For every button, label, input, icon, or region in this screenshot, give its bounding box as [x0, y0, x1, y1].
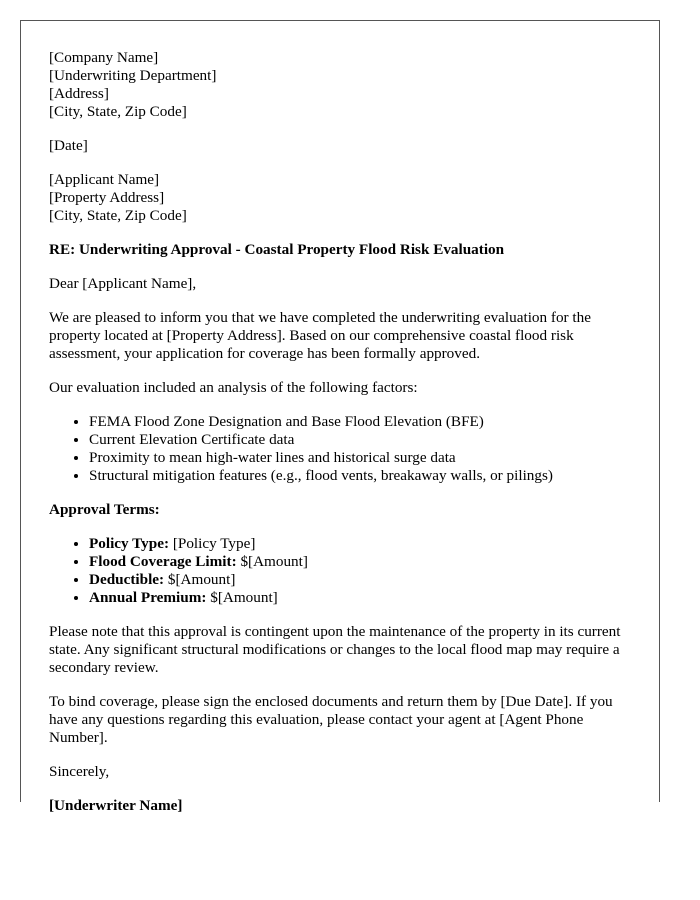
sender-city-state-zip: [City, State, Zip Code] — [49, 103, 187, 120]
term-item — [89, 571, 633, 589]
recipient-name: [Applicant Name] — [49, 171, 160, 188]
letter-content — [49, 49, 633, 831]
salutation: Dear [Applicant Name], — [49, 275, 197, 292]
term-label: Deductible: — [89, 571, 165, 588]
signature-name: [Underwriter Name] — [49, 797, 183, 814]
factor-item: • Current Elevation Certificate data — [89, 431, 633, 449]
term-item — [89, 589, 633, 607]
recipient-property-address: [Property Address] — [49, 189, 165, 206]
intro-paragraph: We are pleased to inform you that we have completed the underwriting evaluation for the property located at [Property Address]. Based on our comprehensive coastal flood risk assessment, your application for coverage has been formally approved. — [49, 309, 591, 362]
term-value: $[Amount] — [236, 553, 308, 570]
terms-heading: Approval Terms: — [49, 501, 160, 518]
term-value: [Policy Type] — [169, 535, 256, 552]
letter-page — [20, 20, 660, 814]
sender-company: [Company Name] — [49, 49, 159, 66]
factor-item: • Proximity to mean high-water lines and historical surge data — [89, 449, 633, 467]
term-label: Policy Type: — [89, 535, 170, 552]
sender-block — [49, 49, 633, 121]
terms-list — [49, 535, 633, 607]
factors-intro: Our evaluation included an analysis of the following factors: — [49, 379, 418, 396]
sender-address: [Address] — [49, 85, 109, 102]
term-label: Flood Coverage Limit: — [89, 553, 237, 570]
subject-line: RE: Underwriting Approval - Coastal Property Flood Risk Evaluation — [49, 241, 505, 258]
sender-department: [Underwriting Department] — [49, 67, 217, 84]
contingency-paragraph: Please note that this approval is contingent upon the maintenance of the property in its current state. Any significant structural modifications or changes to the local flood map may require a secondary review. — [49, 623, 621, 676]
term-value: $[Amount] — [206, 589, 278, 606]
term-value: $[Amount] — [164, 571, 236, 588]
recipient-city-state-zip: [City, State, Zip Code] — [49, 207, 187, 224]
term-item — [89, 553, 633, 571]
factors-list — [49, 413, 633, 485]
closing: Sincerely, — [49, 763, 110, 780]
letter-date: [Date] — [49, 137, 88, 154]
factor-item: • Structural mitigation features (e.g., flood vents, breakaway walls, or pilings) — [89, 467, 633, 485]
term-label: Annual Premium: — [89, 589, 207, 606]
binding-paragraph: To bind coverage, please sign the enclosed documents and return them by [Due Date]. If you have any questions regarding this evaluation, please contact your agent at [Agent Phone Number]. — [49, 693, 613, 746]
recipient-block — [49, 171, 633, 225]
factor-item: • FEMA Flood Zone Designation and Base Flood Elevation (BFE) — [89, 413, 633, 431]
term-item — [89, 535, 633, 553]
